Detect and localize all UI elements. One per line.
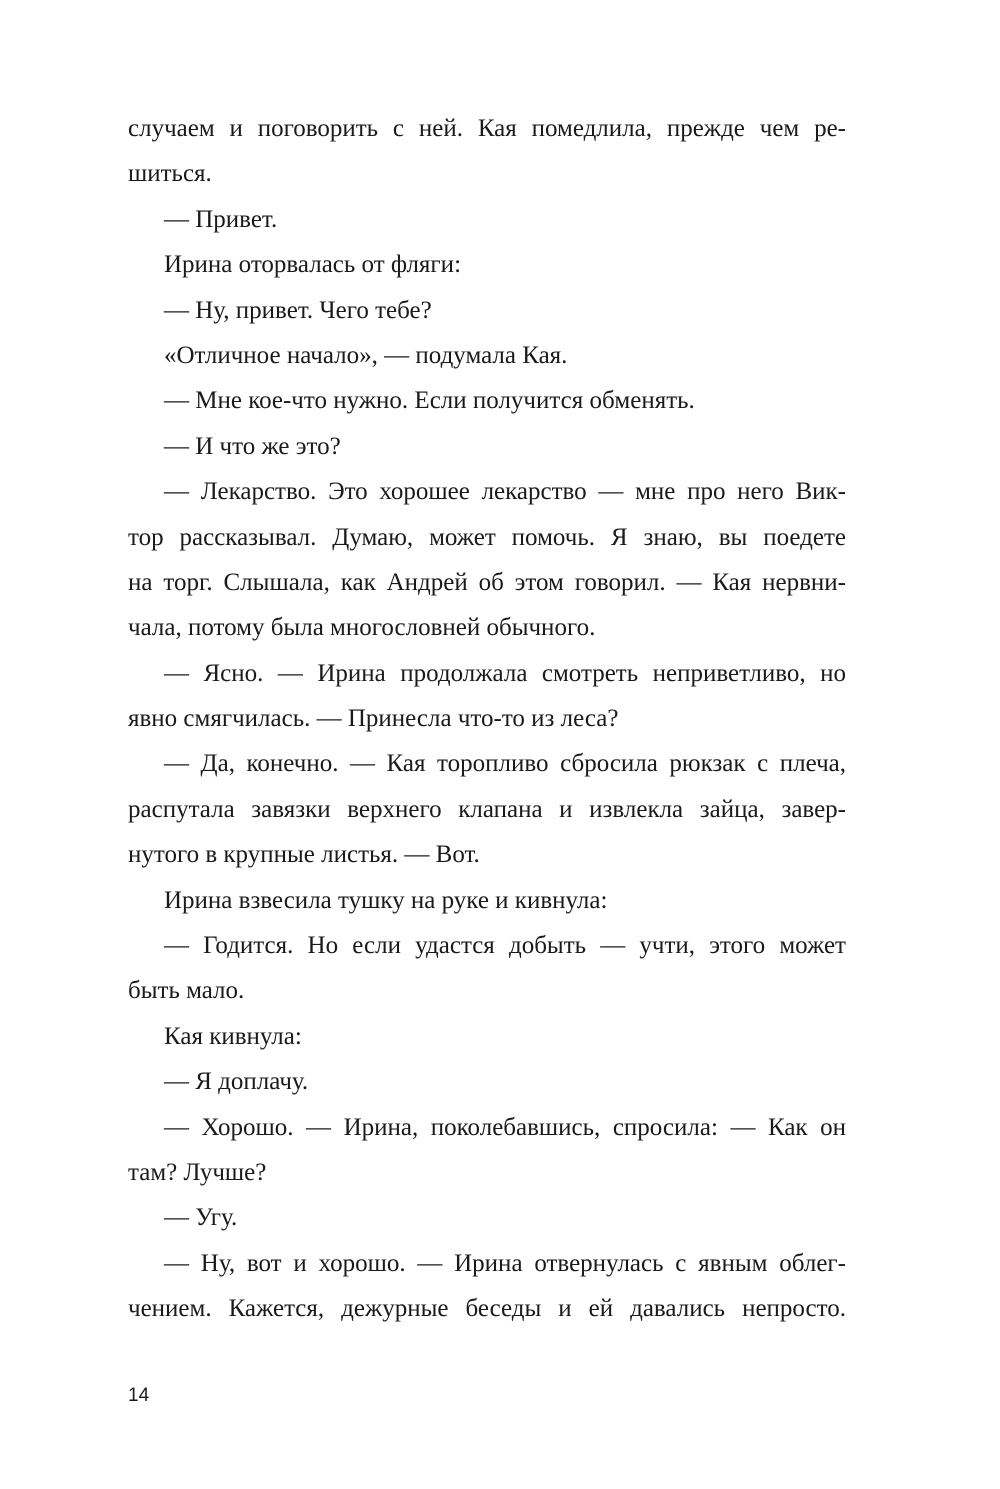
- text-line: явно смягчилась. — Принесла что-то из леса?: [128, 705, 619, 733]
- text-line: — Мне кое-что нужно. Если получится обменять.: [164, 387, 695, 415]
- text-line: чением. Кажется, дежурные беседы и ей давались непросто.: [128, 1295, 846, 1323]
- text-line: на торг. Слышала, как Андрей об этом говорил. — Кая нервни-: [128, 568, 846, 596]
- text-line: — Годится. Но если удастся добыть — учти, этого может: [164, 932, 846, 960]
- body-text: [128, 106, 846, 1332]
- text-line: «Отличное начало», — подумала Кая.: [164, 341, 568, 369]
- text-line: — И что же это?: [164, 432, 341, 460]
- text-line: — Я доплачу.: [164, 1068, 309, 1096]
- text-line: — Хорошо. — Ирина, поколебавшись, спросила: — Как он: [164, 1113, 846, 1141]
- text-line: — Да, конечно. — Кая торопливо сбросила рюкзак с плеча,: [164, 750, 846, 778]
- text-line: Ирина взвесила тушку на руке и кивнула:: [164, 886, 608, 914]
- text-line: быть мало.: [128, 977, 245, 1005]
- text-line: нутого в крупные листья. — Вот.: [128, 841, 480, 869]
- text-line: — Угу.: [164, 1204, 238, 1232]
- text-line: — Ну, вот и хорошо. — Ирина отвернулась с явным облег-: [164, 1249, 846, 1277]
- text-line: случаем и поговорить с ней. Кая помедлила, прежде чем ре-: [128, 115, 846, 142]
- text-line: — Лекарство. Это хорошее лекарство — мне про него Вик-: [164, 478, 846, 506]
- text-line: шиться.: [128, 160, 212, 188]
- text-line: — Ясно. — Ирина продолжала смотреть неприветливо, но: [164, 659, 846, 687]
- text-line: Кая кивнула:: [164, 1022, 302, 1050]
- text-line: чала, потому была многословней обычного.: [128, 614, 596, 642]
- text-line: там? Лучше?: [128, 1158, 267, 1186]
- text-line: — Привет.: [164, 205, 278, 233]
- page-number: 14: [128, 1385, 150, 1406]
- text-line: Ирина оторвалась от фляги:: [164, 251, 462, 279]
- text-line: тор рассказывал. Думаю, может помочь. Я знаю, вы поедете: [128, 523, 846, 551]
- text-line: распутала завязки верхнего клапана и извлекла зайца, завер-: [128, 795, 846, 823]
- text-line: — Ну, привет. Чего тебе?: [164, 296, 432, 324]
